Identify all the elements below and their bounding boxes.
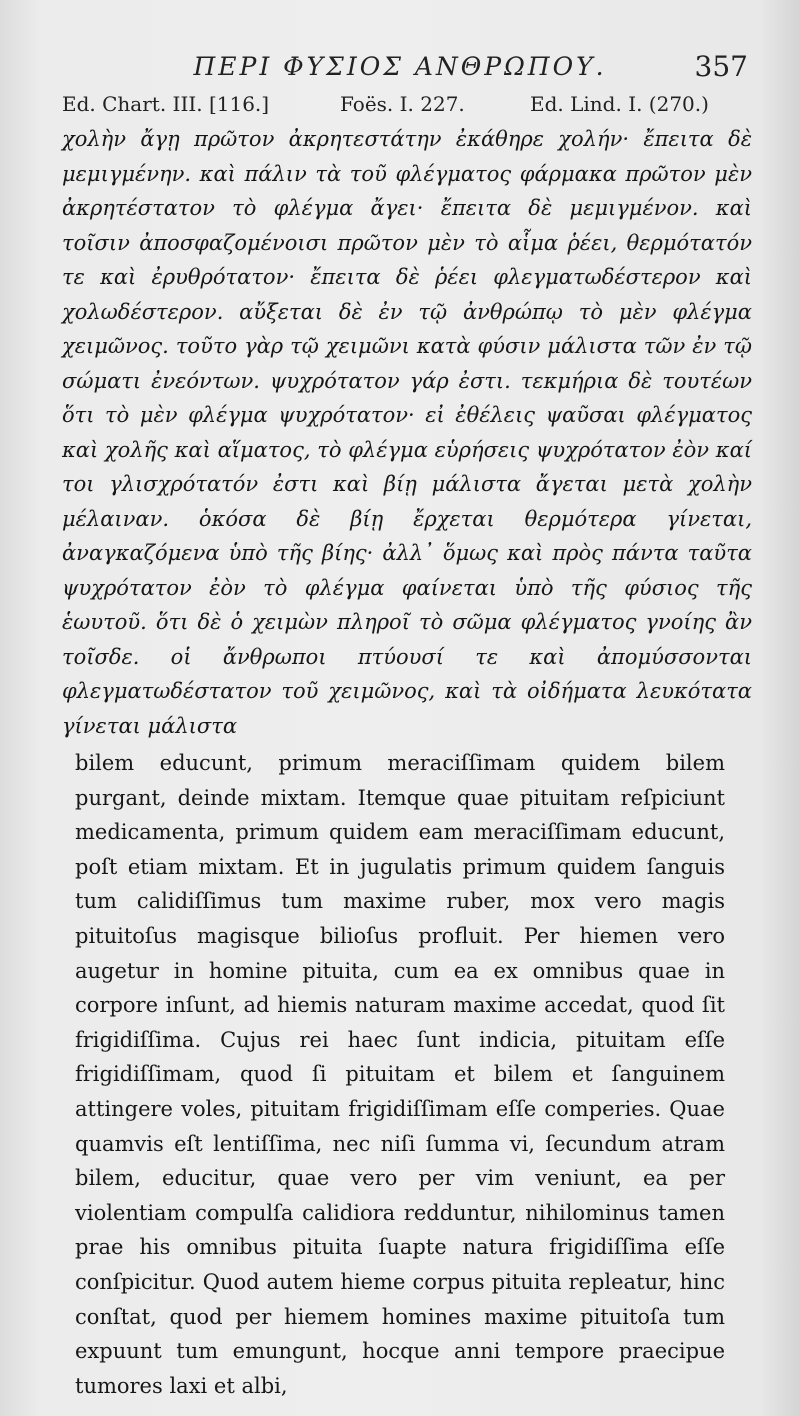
ref-foes: Foës. I. 227.: [340, 92, 465, 116]
running-title: ΠΕΡΙ ΦΥΣΙΟΣ ΑΝΘΡΩΠΟΥ.: [193, 52, 607, 81]
page-number: 357: [694, 50, 748, 83]
greek-text-block: χολὴν ἄγῃ πρῶτον ἀκρητεστάτην ἐκάθηρε χολήν· ἔπειτα δὲ μεμιγμένην. καὶ πάλιν τὰ τοῦ φλέγματος φάρμακα πρῶτον μὲν ἀκρητέστατον τὸ φλέγμα ἄγει· ἔπειτα δὲ μεμιγμένον. καὶ τοῖσιν ἀποσφαζομένοισι πρῶτον μὲν τὸ αἷμα ῥέει, θερμότατόν τε καὶ ἐρυθρότατον· ἔπειτα δὲ ῥέει φλεγματωδέστερον καὶ χολωδέστερον. αὔξεται δὲ ἐν τῷ ἀνθρώπῳ τὸ μὲν φλέγμα χειμῶνος. τοῦτο γὰρ τῷ χειμῶνι κατὰ φύσιν μάλιστα τῶν ἐν τῷ σώματι ἐνεόντων. ψυχρότατον γάρ ἐστι. τεκμήρια δὲ τουτέων ὅτι τὸ μὲν φλέγμα ψυχρότατον· εἰ ἐθέλεις ψαῦσαι φλέγματος καὶ χολῆς καὶ αἵματος, τὸ φλέγμα εὑρήσεις ψυχρότατον ἐὸν καί τοι γλισχρότατόν ἐστι καὶ βίῃ μάλιστα ἄγεται μετὰ χολὴν μέλαιναν. ὁκόσα δὲ βίῃ ἔρχεται θερμότερα γίνεται, ἀναγκαζόμενα ὑπὸ τῆς βίης· ἀλλ᾽ ὅμως καὶ πρὸς πάντα ταῦτα ψυχρότατον ἐὸν τὸ φλέγμα φαίνεται ὑπὸ τῆς φύσιος τῆς ἑωυτοῦ. ὅτι δὲ ὁ χειμὼν πληροῖ τὸ σῶμα φλέγματος γνοίης ἂν τοῖσδε. οἱ ἄνθρωποι πτύουσί τε καὶ ἀπομύσσονται φλεγματωδέστατον τοῦ χειμῶνος, καὶ τὰ οἰδήματα λευκότατα γίνεται μάλιστα: [62, 127, 752, 738]
latin-translation-block: bilem educunt, primum meraciſſimam quidem bilem purgant, deinde mixtam. Itemque quae pituitam reſpiciunt medicamenta, primum quidem eam meraciſſimam educunt, poſt etiam mixtam. Et in jugulatis primum quidem ſanguis tum calidiſſimus tum maxime ruber, mox vero magis pituitoſus magisque bilioſus profluit. Per hiemen vero augetur in homine pituita, cum ea ex omnibus quae in corpore inſunt, ad hiemis naturam maxime accedat, quod ſit frigidiſſima. Cujus rei haec ſunt indicia, pituitam eſſe frigidiſſimam, quod ſi pituitam et bilem et ſanguinem attingere voles, pituitam frigidiſſimam eſſe comperies. Quae quamvis eſt lentiſſima, nec niſi ſumma vi, ſecundum atram bilem, educitur, quae vero per vim veniunt, ea per violentiam compulſa calidiora redduntur, nihilominus tamen prae his omnibus pituita ſuapte natura frigidiſſima eſſe conſpicitur. Quod autem hieme corpus pituita repleatur, hinc conſtat, quod per hiemem homines maxime pituitoſa tum expuunt tum emungunt, hocque anni tempore praecipue tumores laxi et albi,: [75, 751, 725, 1398]
ref-chartier: Ed. Chart. III. [116.]: [62, 92, 270, 116]
ref-linden: Ed. Lind. I. (270.): [530, 92, 709, 116]
edition-references: [62, 92, 752, 120]
